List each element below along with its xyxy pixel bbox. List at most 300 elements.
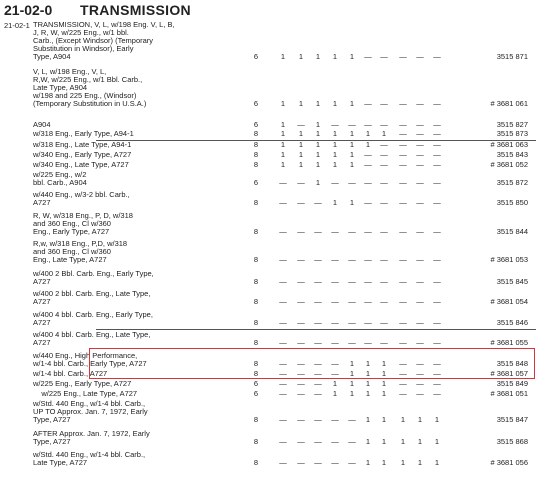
row-description-line: Eng., Late Type, A727	[33, 255, 107, 264]
usage-cell: 1	[332, 99, 338, 108]
usage-cell: —	[399, 227, 407, 236]
row-description-line: A727	[33, 277, 51, 286]
usage-cell: —	[399, 379, 407, 388]
usage-cell: 1	[365, 458, 371, 467]
usage-cell: 1	[332, 198, 338, 207]
usage-cell: —	[364, 150, 372, 159]
usage-cell: —	[314, 255, 322, 264]
row-description-line: w/225 Eng., Late Type, A727	[33, 389, 138, 398]
usage-cell: 1	[417, 415, 423, 424]
row-divider	[96, 140, 536, 141]
row-description-line: J, R, W, w/225 Eng., w/1 bbl.	[33, 28, 129, 37]
usage-cell: —	[416, 99, 424, 108]
usage-cell: —	[279, 297, 287, 306]
usage-cell: —	[433, 120, 441, 129]
row-description-line: R,w, w/318 Eng., P,D, w/318	[33, 239, 128, 248]
part-number: # 3681 053	[490, 255, 528, 264]
usage-cell: —	[348, 415, 356, 424]
row-divider	[96, 329, 536, 330]
usage-cell: —	[433, 178, 441, 187]
row-description-line: w/1-4 bbl. Carb., Early Type, A727	[33, 359, 147, 368]
usage-cell: 1	[315, 99, 321, 108]
usage-cell: —	[416, 318, 424, 327]
usage-cell: —	[433, 297, 441, 306]
usage-cell: 1	[315, 178, 321, 187]
usage-cell: —	[279, 227, 287, 236]
row-description-line: and 360 Eng., Cl w/360	[33, 219, 111, 228]
usage-cell: 1	[280, 120, 286, 129]
usage-cell: —	[314, 277, 322, 286]
usage-cell: —	[314, 379, 322, 388]
row-description-line: Substitution in Windsor), Early	[33, 44, 134, 53]
usage-cell: 1	[365, 359, 371, 368]
usage-cell: —	[416, 198, 424, 207]
usage-cell: —	[433, 140, 441, 149]
row-description-line: w/400 4 bbl. Carb. Eng., Late Type,	[33, 330, 151, 339]
usage-cell: —	[331, 415, 339, 424]
usage-cell: 1	[365, 415, 371, 424]
usage-cell: 1	[332, 150, 338, 159]
usage-cell: —	[279, 379, 287, 388]
usage-cell: —	[348, 297, 356, 306]
usage-cell: —	[416, 338, 424, 347]
usage-cell: —	[433, 379, 441, 388]
usage-cell: —	[331, 437, 339, 446]
subsection-number: 21-02-1	[4, 21, 30, 30]
usage-cell: —	[416, 227, 424, 236]
usage-cell: —	[348, 458, 356, 467]
usage-cell: —	[331, 359, 339, 368]
usage-cell: —	[331, 255, 339, 264]
usage-cell: —	[380, 318, 388, 327]
usage-cell: —	[297, 277, 305, 286]
usage-cell: —	[416, 369, 424, 378]
row-description-line: bbl. Carb., A904	[33, 178, 87, 187]
part-number: # 3681 054	[490, 297, 528, 306]
usage-cell: 1	[315, 150, 321, 159]
usage-cell: 1	[298, 52, 304, 61]
usage-cell: —	[433, 318, 441, 327]
row-description-line: w/400 4 bbl. Carb. Eng., Early Type,	[33, 310, 153, 319]
part-number: 3515 848	[496, 359, 528, 368]
usage-cell: —	[348, 120, 356, 129]
usage-cell: —	[297, 120, 305, 129]
usage-cell: —	[348, 277, 356, 286]
usage-cell: —	[416, 297, 424, 306]
usage-cell: —	[399, 129, 407, 138]
usage-cell: —	[433, 369, 441, 378]
usage-cell: 1	[381, 369, 387, 378]
usage-cell: —	[399, 297, 407, 306]
row-quantity: 8	[253, 277, 259, 286]
usage-cell: —	[399, 369, 407, 378]
usage-cell: —	[348, 255, 356, 264]
usage-cell: —	[416, 129, 424, 138]
row-description-line: A904	[33, 120, 51, 129]
usage-cell: —	[297, 437, 305, 446]
usage-cell: 1	[332, 52, 338, 61]
usage-cell: —	[331, 120, 339, 129]
usage-cell: 1	[315, 140, 321, 149]
usage-cell: —	[433, 389, 441, 398]
usage-cell: —	[331, 277, 339, 286]
row-description-line: Late Type, A727	[33, 458, 88, 467]
usage-cell: —	[433, 255, 441, 264]
usage-cell: —	[279, 277, 287, 286]
usage-cell: 1	[381, 389, 387, 398]
row-description-line: R, W, w/318 Eng., P, D, w/318	[33, 211, 133, 220]
usage-cell: —	[380, 297, 388, 306]
row-quantity: 8	[253, 255, 259, 264]
row-quantity: 8	[253, 338, 259, 347]
usage-cell: —	[380, 227, 388, 236]
usage-cell: —	[380, 255, 388, 264]
usage-cell: —	[297, 338, 305, 347]
usage-cell: —	[279, 198, 287, 207]
usage-cell: —	[297, 318, 305, 327]
usage-cell: 1	[332, 389, 338, 398]
usage-cell: —	[380, 120, 388, 129]
usage-cell: 1	[280, 52, 286, 61]
row-description-line: Late Type, A904	[33, 83, 88, 92]
section-number: 21-02-0	[4, 2, 53, 18]
usage-cell: —	[314, 415, 322, 424]
usage-cell: —	[416, 277, 424, 286]
usage-cell: —	[348, 338, 356, 347]
usage-cell: —	[314, 458, 322, 467]
part-number: # 3681 063	[490, 140, 528, 149]
usage-cell: —	[331, 318, 339, 327]
usage-cell: —	[399, 198, 407, 207]
part-number: 3515 844	[496, 227, 528, 236]
part-number: 3515 872	[496, 178, 528, 187]
row-description-line: A727	[33, 338, 51, 347]
usage-cell: —	[380, 277, 388, 286]
usage-cell: —	[364, 338, 372, 347]
usage-cell: 1	[315, 52, 321, 61]
usage-cell: —	[297, 415, 305, 424]
usage-cell: —	[314, 389, 322, 398]
row-quantity: 8	[253, 318, 259, 327]
row-description-line: UP TO Approx. Jan. 7, 1972, Early	[33, 407, 148, 416]
usage-cell: 1	[280, 140, 286, 149]
usage-cell: —	[433, 359, 441, 368]
part-number: 3515 871	[496, 52, 528, 61]
row-quantity: 8	[253, 369, 259, 378]
usage-cell: —	[433, 52, 441, 61]
usage-cell: 1	[349, 52, 355, 61]
usage-cell: —	[314, 338, 322, 347]
usage-cell: —	[416, 52, 424, 61]
part-number: # 3681 056	[490, 458, 528, 467]
usage-cell: —	[416, 379, 424, 388]
usage-cell: 1	[349, 160, 355, 169]
usage-cell: —	[331, 297, 339, 306]
usage-cell: 1	[381, 129, 387, 138]
row-description-line: and 360 Eng., Cl w/360	[33, 247, 111, 256]
part-number: 3515 846	[496, 318, 528, 327]
row-quantity: 8	[253, 140, 259, 149]
row-description-line: R,W, w/225 Eng., w/1 Bbl. Carb.,	[33, 75, 143, 84]
row-quantity: 6	[253, 52, 259, 61]
usage-cell: —	[416, 120, 424, 129]
usage-cell: 1	[280, 129, 286, 138]
usage-cell: —	[314, 198, 322, 207]
usage-cell: —	[331, 369, 339, 378]
usage-cell: 1	[349, 359, 355, 368]
row-quantity: 8	[253, 437, 259, 446]
part-number: 3515 873	[496, 129, 528, 138]
part-number: # 3681 061	[490, 99, 528, 108]
usage-cell: —	[380, 140, 388, 149]
usage-cell: —	[331, 458, 339, 467]
usage-cell: —	[331, 178, 339, 187]
row-quantity: 6	[253, 389, 259, 398]
part-number: 3515 843	[496, 150, 528, 159]
row-quantity: 8	[253, 359, 259, 368]
usage-cell: —	[416, 150, 424, 159]
usage-cell: —	[279, 389, 287, 398]
row-description-line: w/225 Eng., Early Type, A727	[33, 379, 132, 388]
usage-cell: 1	[349, 389, 355, 398]
part-number: # 3681 057	[490, 369, 528, 378]
row-quantity: 8	[253, 227, 259, 236]
usage-cell: —	[416, 160, 424, 169]
row-description-line: w/440 Eng., w/3-2 bbl. Carb.,	[33, 190, 130, 199]
row-description-line: TRANSMISSION, V, L, w/198 Eng. V, L, B,	[33, 20, 175, 29]
usage-cell: —	[433, 227, 441, 236]
row-quantity: 6	[253, 99, 259, 108]
usage-cell: 1	[434, 415, 440, 424]
usage-cell: 1	[400, 458, 406, 467]
usage-cell: —	[314, 227, 322, 236]
part-number: 3515 847	[496, 415, 528, 424]
usage-cell: —	[433, 99, 441, 108]
usage-cell: —	[364, 178, 372, 187]
row-quantity: 8	[253, 160, 259, 169]
row-quantity: 6	[253, 379, 259, 388]
part-number: 3515 850	[496, 198, 528, 207]
usage-cell: —	[279, 359, 287, 368]
usage-cell: 1	[349, 150, 355, 159]
row-description-line: w/198 and 225 Eng., (Windsor)	[33, 91, 137, 100]
usage-cell: —	[364, 198, 372, 207]
row-description-line: w/340 Eng., Early Type, A727	[33, 150, 132, 159]
row-quantity: 8	[253, 297, 259, 306]
usage-cell: 1	[381, 359, 387, 368]
usage-cell: 1	[365, 379, 371, 388]
usage-cell: 1	[381, 437, 387, 446]
usage-cell: —	[348, 178, 356, 187]
usage-cell: 1	[349, 379, 355, 388]
usage-cell: —	[416, 359, 424, 368]
usage-cell: 1	[315, 160, 321, 169]
usage-cell: —	[348, 318, 356, 327]
usage-cell: —	[279, 415, 287, 424]
usage-cell: —	[433, 150, 441, 159]
usage-cell: —	[399, 160, 407, 169]
usage-cell: —	[364, 120, 372, 129]
row-description-line: Type, A727	[33, 415, 71, 424]
usage-cell: 1	[298, 140, 304, 149]
row-quantity: 6	[253, 120, 259, 129]
usage-cell: —	[433, 160, 441, 169]
usage-cell: —	[399, 277, 407, 286]
row-description-line: w/Std. 440 Eng., w/1-4 bbl. Carb.,	[33, 399, 146, 408]
usage-cell: —	[416, 178, 424, 187]
usage-cell: 1	[315, 120, 321, 129]
row-description-line: w/318 Eng., Early Type, A94-1	[33, 129, 134, 138]
section-title: TRANSMISSION	[80, 2, 191, 18]
row-description-line: Carb., (Except Windsor) (Temporary	[33, 36, 154, 45]
row-description-line: w/318 Eng., Late Type, A94-1	[33, 140, 132, 149]
row-description-line: (Temporary Substitution in U.S.A.)	[33, 99, 147, 108]
usage-cell: —	[364, 277, 372, 286]
usage-cell: —	[297, 359, 305, 368]
usage-cell: 1	[434, 458, 440, 467]
usage-cell: 1	[365, 389, 371, 398]
row-quantity: 8	[253, 198, 259, 207]
row-description-line: A727	[33, 297, 51, 306]
usage-cell: 1	[365, 140, 371, 149]
usage-cell: 1	[349, 140, 355, 149]
usage-cell: 1	[298, 129, 304, 138]
part-number: 3515 868	[496, 437, 528, 446]
usage-cell: 1	[349, 99, 355, 108]
usage-cell: —	[399, 359, 407, 368]
usage-cell: 1	[349, 129, 355, 138]
row-quantity: 8	[253, 129, 259, 138]
usage-cell: —	[297, 369, 305, 378]
usage-cell: —	[314, 369, 322, 378]
usage-cell: —	[433, 338, 441, 347]
usage-cell: —	[380, 150, 388, 159]
usage-cell: 1	[280, 99, 286, 108]
row-quantity: 8	[253, 415, 259, 424]
usage-cell: —	[433, 129, 441, 138]
usage-cell: —	[297, 178, 305, 187]
usage-cell: 1	[280, 150, 286, 159]
highlight-box	[89, 348, 535, 379]
part-number: # 3681 052	[490, 160, 528, 169]
usage-cell: 1	[381, 379, 387, 388]
usage-cell: —	[364, 227, 372, 236]
usage-cell: —	[314, 318, 322, 327]
row-description-line: w/225 Eng., w/2	[33, 170, 87, 179]
usage-cell: —	[279, 318, 287, 327]
usage-cell: —	[297, 458, 305, 467]
usage-cell: —	[314, 359, 322, 368]
usage-cell: —	[364, 318, 372, 327]
usage-cell: 1	[381, 458, 387, 467]
row-description-line: w/1-4 bbl. Carb., A727	[33, 369, 108, 378]
row-description-line: V, L, w/198 Eng., V, L,	[33, 67, 107, 76]
row-description-line: w/400 2 Bbl. Carb. Eng., Early Type,	[33, 269, 154, 278]
usage-cell: —	[279, 338, 287, 347]
usage-cell: —	[314, 437, 322, 446]
usage-cell: 1	[365, 129, 371, 138]
usage-cell: 1	[417, 437, 423, 446]
usage-cell: —	[399, 120, 407, 129]
usage-cell: —	[364, 99, 372, 108]
row-description-line: w/400 2 bbl. Carb. Eng., Late Type,	[33, 289, 151, 298]
usage-cell: —	[279, 255, 287, 264]
usage-cell: —	[314, 297, 322, 306]
usage-cell: —	[297, 198, 305, 207]
usage-cell: —	[399, 318, 407, 327]
row-description-line: Eng., Early Type, A727	[33, 227, 110, 236]
part-number: 3515 849	[496, 379, 528, 388]
usage-cell: 1	[332, 379, 338, 388]
usage-cell: —	[297, 389, 305, 398]
usage-cell: —	[416, 140, 424, 149]
usage-cell: —	[399, 338, 407, 347]
row-description-line: w/Std. 440 Eng., w/1-4 bbl. Carb.,	[33, 450, 146, 459]
usage-cell: —	[297, 255, 305, 264]
usage-cell: 1	[332, 140, 338, 149]
usage-cell: —	[279, 178, 287, 187]
usage-cell: —	[364, 52, 372, 61]
row-quantity: 6	[253, 178, 259, 187]
usage-cell: 1	[298, 150, 304, 159]
usage-cell: —	[297, 379, 305, 388]
usage-cell: —	[399, 389, 407, 398]
usage-cell: —	[416, 255, 424, 264]
part-number: 3515 845	[496, 277, 528, 286]
usage-cell: 1	[365, 369, 371, 378]
usage-cell: —	[416, 389, 424, 398]
usage-cell: —	[380, 178, 388, 187]
usage-cell: —	[380, 99, 388, 108]
row-description-line: Type, A727	[33, 437, 71, 446]
usage-cell: —	[380, 160, 388, 169]
usage-cell: 1	[332, 129, 338, 138]
usage-cell: —	[399, 150, 407, 159]
usage-cell: 1	[280, 160, 286, 169]
usage-cell: —	[364, 255, 372, 264]
usage-cell: —	[331, 227, 339, 236]
part-number: # 3681 051	[490, 389, 528, 398]
usage-cell: 1	[332, 160, 338, 169]
row-description-line: Type, A904	[33, 52, 71, 61]
usage-cell: 1	[365, 437, 371, 446]
usage-cell: —	[399, 178, 407, 187]
usage-cell: 1	[400, 437, 406, 446]
row-description-line: w/340 Eng., Late Type, A727	[33, 160, 129, 169]
part-number: 3515 827	[496, 120, 528, 129]
usage-cell: —	[279, 458, 287, 467]
usage-cell: —	[399, 99, 407, 108]
usage-cell: 1	[298, 160, 304, 169]
usage-cell: —	[380, 198, 388, 207]
usage-cell: —	[279, 437, 287, 446]
usage-cell: —	[297, 297, 305, 306]
part-number: # 3681 055	[490, 338, 528, 347]
usage-cell: —	[348, 437, 356, 446]
row-quantity: 8	[253, 150, 259, 159]
row-description-line: A727	[33, 198, 51, 207]
usage-cell: 1	[417, 458, 423, 467]
usage-cell: —	[297, 227, 305, 236]
usage-cell: —	[433, 198, 441, 207]
usage-cell: 1	[298, 99, 304, 108]
usage-cell: —	[348, 227, 356, 236]
usage-cell: —	[380, 52, 388, 61]
usage-cell: —	[364, 160, 372, 169]
row-description-line: w/440 Eng., High Performance,	[33, 351, 138, 360]
row-description-line: A727	[33, 318, 51, 327]
usage-cell: 1	[349, 369, 355, 378]
